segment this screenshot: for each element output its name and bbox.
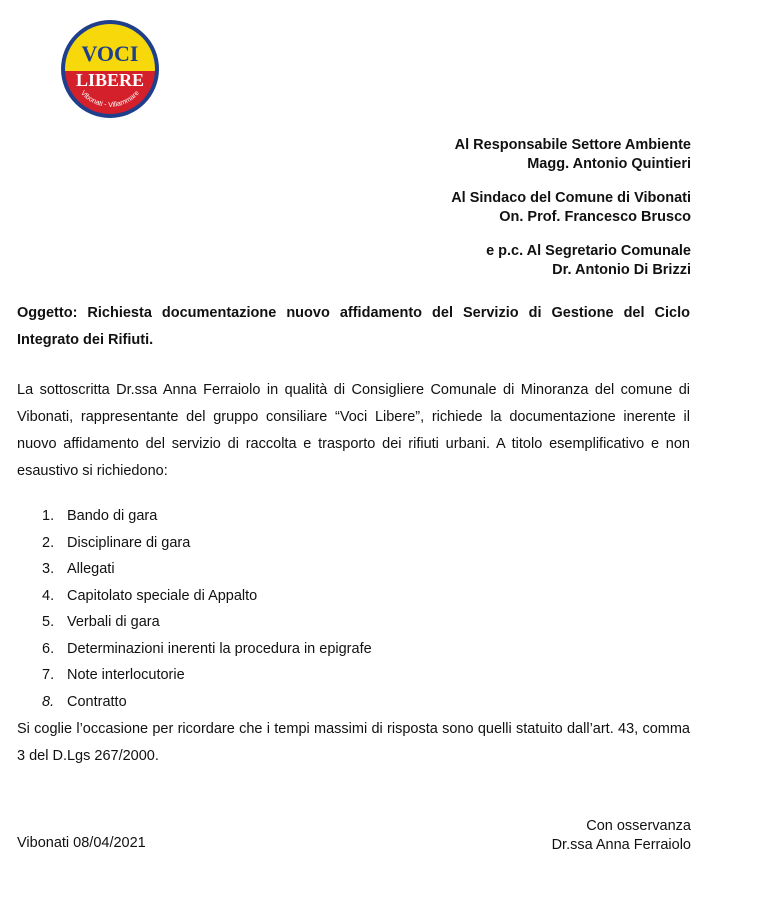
letter-subject: Oggetto: Richiesta documentazione nuovo affidamento del Servizio di Gestione del Ciclo Integrato dei Rifiuti.: [17, 305, 690, 348]
recipient-line: Magg. Antonio Quintieri: [527, 156, 691, 172]
letter-body: La sottoscritta Dr.ssa Anna Ferraiolo in qualità di Consigliere Comunale di Minoranza del comune di Vibonati, rappresentante del gruppo consiliare “Voci Libere”, richiede la documentazione inerente il nuovo affidamento del servizio di raccolta e trasporto dei rifiuti urbani. A titolo esemplificativo e non esaustivo si richiedono:: [17, 382, 690, 479]
voci-libere-logo: [60, 19, 160, 119]
list-item: [17, 662, 372, 689]
logo-title-line2: LIBERE: [75, 70, 145, 90]
recipient-block-ambiente: [455, 136, 691, 174]
list-item-number: 5.: [42, 614, 55, 630]
signature-greeting: Con osservanza: [586, 818, 691, 834]
letter-closing: Si coglie l’occasione per ricordare che i tempi massimi di risposta sono quelli statuito dall’art. 43, comma 3 del D.Lgs 267/2000.: [17, 721, 690, 764]
list-item-number: 2.: [42, 534, 55, 551]
requested-documents-list: [17, 503, 372, 715]
recipient-line: On. Prof. Francesco Brusco: [499, 209, 691, 225]
logo-ring-text: Vibonati - Villammare: [79, 89, 141, 109]
list-item-text: Contratto: [67, 693, 127, 710]
list-item-text: Allegati: [67, 561, 115, 577]
list-item-number: 6.: [42, 640, 55, 657]
list-item-text: Note interlocutorie: [67, 667, 185, 683]
recipient-line: Al Sindaco del Comune di Vibonati: [451, 190, 691, 206]
signature-name: Dr.ssa Anna Ferraiolo: [551, 837, 691, 853]
list-item: [17, 503, 372, 530]
list-item-text: Bando di gara: [67, 508, 158, 524]
list-item-number: 8.: [42, 693, 55, 710]
list-item-text: Disciplinare di gara: [67, 534, 191, 551]
list-item-number: 4.: [42, 587, 55, 604]
list-item-text: Verbali di gara: [67, 614, 160, 630]
list-item: [17, 609, 372, 636]
list-item: [17, 583, 372, 610]
list-item-number: 1.: [42, 508, 55, 524]
recipient-line: e p.c. Al Segretario Comunale: [486, 243, 691, 259]
logo-title-line1: VOCI: [81, 41, 139, 66]
list-item-number: 3.: [42, 561, 55, 577]
recipient-line: Al Responsabile Settore Ambiente: [454, 137, 691, 153]
list-item: [17, 556, 372, 583]
list-item-text: Determinazioni inerenti la procedura in epigrafe: [67, 640, 372, 657]
signature-block: [552, 817, 691, 855]
list-item-text: Capitolato speciale di Appalto: [67, 587, 258, 604]
list-item: [17, 530, 372, 557]
recipient-block-segretario: [486, 242, 691, 280]
letter-date: Vibonati 08/04/2021: [17, 835, 146, 851]
list-item-number: 7.: [42, 667, 55, 683]
recipient-line: Dr. Antonio Di Brizzi: [552, 262, 691, 278]
list-item: [17, 689, 372, 716]
recipient-block-sindaco: [451, 189, 691, 227]
list-item: [17, 636, 372, 663]
